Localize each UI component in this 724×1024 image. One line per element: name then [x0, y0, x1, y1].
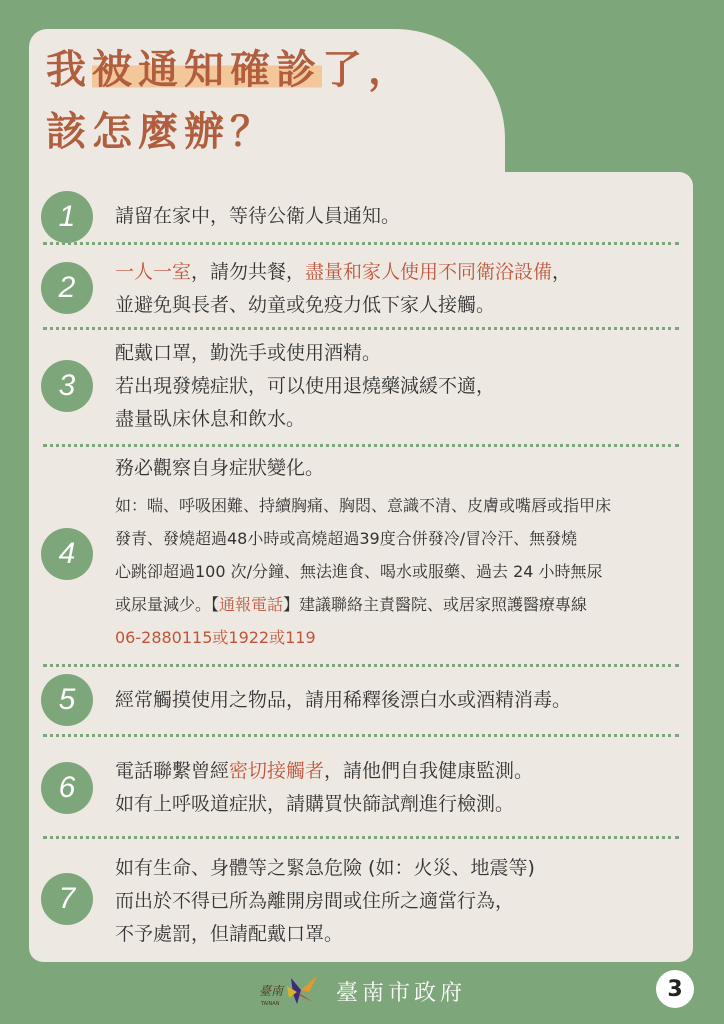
page-title-line1 [46, 47, 414, 93]
page-title-line2: 該怎麼辦？ [46, 109, 276, 155]
svg-text:TAINAN: TAINAN [261, 1001, 280, 1007]
step-number-badge: 7 [41, 873, 93, 925]
step-number-badge: 2 [41, 262, 93, 314]
step-text: 配戴口罩，勤洗手或使用酒精。 若出現發燒症狀，可以使用退燒藥減緩不適， 盡量臥床休息和飲水。 [115, 342, 496, 430]
step-text: 請留在家中，等待公衛人員通知。 [115, 205, 401, 227]
svg-text:臺南: 臺南 [259, 984, 284, 998]
government-name: 臺南市政府 [336, 981, 467, 1006]
step-number-badge: 4 [41, 528, 93, 580]
step-text: 經常觸摸使用之物品，請用稀釋後漂白水或酒精消毒。 [115, 689, 572, 711]
step-number-badge: 6 [41, 762, 93, 814]
dotted-divider [43, 836, 679, 839]
step-text: 如有生命、身體等之緊急危險 (如：火災、地震等) 而出於不得已所為離開房間或住所之適當行為， 不予處罰，但請配戴口罩。 [115, 857, 535, 945]
title-text: 了， [322, 47, 414, 93]
steps-card [29, 172, 693, 962]
dotted-divider [43, 327, 679, 330]
step-number-badge: 5 [41, 674, 93, 726]
dotted-divider [43, 734, 679, 737]
title-highlight: 被通知確診 [92, 47, 322, 93]
step-text: 務必觀察自身症狀變化。 如：喘、呼吸困難、持續胸痛、胸悶、意識不清、皮膚或嘴唇或指甲床 發青、發燒超過48小時或高燒超過39度合併發冷/冒冷汗、無發燒 心跳卻超過100 次/分鐘、無法進食、喝水或服藥、過去 24 小時無尿 或尿量減少。【通報電話】建議聯絡主責醫院、或居家照護醫療專線 06-2880115或1922或119 [115, 457, 612, 647]
dotted-divider [43, 242, 679, 245]
step-number-badge: 1 [41, 191, 93, 243]
footer [0, 968, 724, 1018]
step-text: 一人一室，請勿共餐，盡量和家人使用不同衛浴設備， 並避免與長者、幼童或免疫力低下家人接觸。 [115, 261, 572, 316]
page-number-badge: 3 [656, 970, 694, 1008]
step-text: 電話聯繫曾經密切接觸者，請他們自我健康監測。 如有上呼吸道症狀，請購買快篩試劑進行檢測。 [115, 760, 534, 815]
tainan-logo [257, 972, 321, 1008]
dotted-divider [43, 444, 679, 447]
dotted-divider [43, 664, 679, 667]
title-text: 我 [46, 47, 92, 93]
step-number-badge: 3 [41, 360, 93, 412]
